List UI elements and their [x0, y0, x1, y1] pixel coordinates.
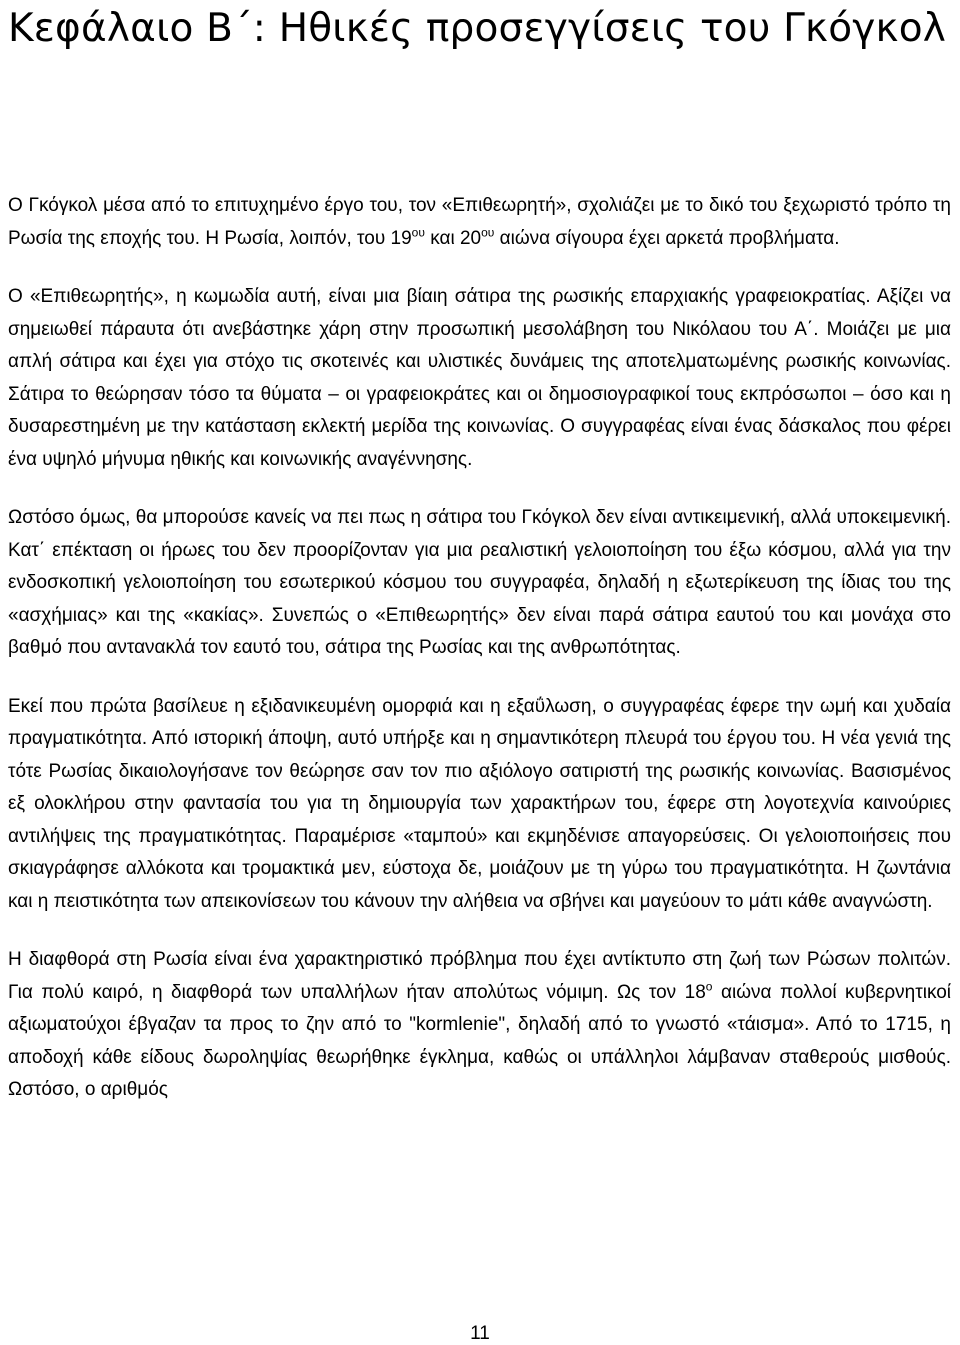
superscript-ordinal: ο [705, 979, 713, 994]
paragraph-1-part-b: και 20 [424, 227, 482, 249]
paragraph-2: Ο «Επιθεωρητής», η κωμωδία αυτή, είναι μια βίαιη σάτιρα της ρωσικής επαρχιακής γραφειοκρατίας. Αξίζει να σημειωθεί πάραυτα ότι ανεβάστηκε χάρη στην προσωπική μεσολάβηση του Νικόλαου του Α΄. Μοιάζει με μια απλή σάτιρα και έχει για στόχο τις σκοτεινές και υλιστικές δυνάμεις της αποτελματωμένης ρωσικής κοινωνίας. Σάτιρα το θεώρησαν τόσο τα θύματα – οι γραφειοκράτες και οι δημοσιογραφικοί τους εκπρόσωποι – όσο και η δυσαρεστημένη με την κατάσταση εκλεκτή μερίδα της κοινωνίας. Ο συγγραφέας είναι ένας δάσκαλος που φέρει ένα υψηλό μήνυμα ηθικής και κοινωνικής αναγέννησης. [8, 286, 951, 470]
page-number: 11 [470, 1323, 490, 1344]
body-text [8, 190, 951, 1133]
paragraph-1 [8, 190, 951, 255]
superscript-ordinal: ου [411, 225, 425, 240]
chapter-title: Κεφάλαιο Β΄: Ηθικές προσεγγίσεις του Γκόγκολ [8, 6, 947, 51]
paragraph-1-part-c: αιώνα σίγουρα έχει αρκετά προβλήματα. [494, 227, 840, 249]
paragraph-5 [8, 944, 951, 1107]
superscript-ordinal: ου [481, 225, 495, 240]
paragraph-4: Εκεί που πρώτα βασίλευε η εξιδανικευμένη ομορφιά και η εξαΰλωση, ο συγγραφέας έφερε την ωμή και χυδαία πραγματικότητα. Από ιστορική άποψη, αυτό υπήρξε και η σημαντικότερη πλευρά του έργου του. Η νέα γενιά της τότε Ρωσίας δικαιολογήσανε τον θεώρησε σαν τον πιο αξιόλογο σατιριστή της ρωσικής κοινωνίας. Βασισμένος εξ ολοκλήρου στην φαντασία του για τη δημιουργία των χαρακτήρων του, έφερε στη λογοτεχνία καινούριες αντιλήψεις της πραγματικότητας. Παραμέρισε «ταμπού» και εκμηδένισε απαγορεύσεις. Οι γελοιοποιήσεις που σκιαγράφησε αλλόκοτα και τρομακτικά μεν, εύστοχα δε, μοιάζουν με τη γύρω του πραγματικότητα. Η ζωντάνια και η πειστικότητα των απεικονίσεων του κάνουν την αλήθεια να σβήνει και μαγεύουν το μάτι κάθε αναγνώστη. [8, 695, 951, 912]
paragraph-5-part-b: αιώνα πολλοί κυβερνητικοί αξιωματούχοι έβγαζαν τα προς το ζην από το "kormlenie", δηλαδή από το γνωστό «τάισμα». Από το 1715, η αποδοχή κάθε είδους δωροληψίας θεωρήθηκε έγκλημα, καθώς οι υπάλληλοι λάμβαναν σταθερούς μισθούς. Ωστόσο, ο αριθμός [8, 981, 952, 1100]
paragraph-5-part-a: Η διαφθορά στη Ρωσία είναι ένα χαρακτηριστικό πρόβλημα που έχει αντίκτυπο στη ζωή των Ρώσων πολιτών. Για πολύ καιρό, η διαφθορά των υπαλλήλων ήταν απολύτως νόμιμη. Ως τον 18 [8, 949, 951, 1003]
paragraph-3: Ωστόσο όμως, θα μπορούσε κανείς να πει πως η σάτιρα του Γκόγκολ δεν είναι αντικειμενική, αλλά υποκειμενική. Κατ΄ επέκταση οι ήρωες του δεν προορίζονταν για μια ρεαλιστική γελοιοποίηση του έξω κόσμου, αλλά για την ενδοσκοπική γελοιοποίηση του εσωτερικού κόσμου του συγγραφέα, δηλαδή η εξωτερίκευση της ίδιας του της «ασχήμιας» και της «κακίας». Συνεπώς ο «Επιθεωρητής» δεν είναι παρά σάτιρα εαυτού του και μονάχα στο βαθμό που αντανακλά τον εαυτό του, σάτιρα της Ρωσίας και της ανθρωπότητας. [8, 507, 951, 658]
document-page [8, 0, 952, 1100]
paragraph-1-part-a: Ο Γκόγκολ μέσα από το επιτυχημένο έργο του, τον «Επιθεωρητή», σχολιάζει με το δικό του ξεχωριστό τρόπο τη Ρωσία της εποχής του. Η Ρωσία, λοιπόν, του 19 [8, 195, 951, 249]
